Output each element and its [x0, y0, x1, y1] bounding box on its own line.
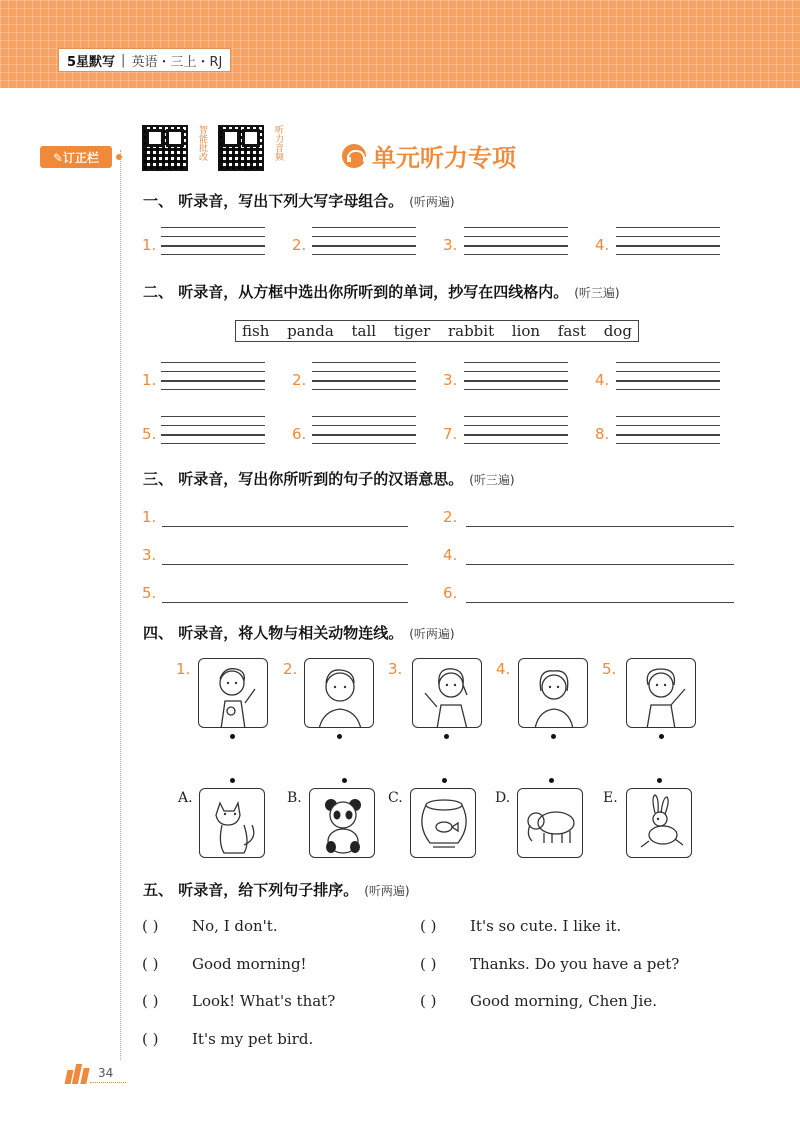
rabbit-picture — [626, 788, 692, 858]
section2-heading: 二、 听录音，从方框中选出你所听到的单词，抄写在四线格内。 (听三遍) — [143, 283, 620, 301]
word-bank-box — [235, 320, 639, 342]
match-dot[interactable] — [442, 778, 447, 783]
section5-heading: 五、 听录音，给下列句子排序。 (听两遍) — [143, 881, 410, 899]
order-item-4[interactable]: ( ) Thanks. Do you have a pet? — [420, 955, 680, 973]
s3-num-3: 3. — [142, 546, 157, 564]
order-bracket[interactable]: ( ) — [142, 992, 159, 1010]
header-band — [0, 0, 800, 88]
s2-num-6: 6. — [292, 425, 307, 443]
page-number: 34 — [98, 1066, 114, 1080]
person-picture-girl-1 — [412, 658, 482, 728]
animal-letter-a: A. — [178, 790, 193, 806]
match-dot[interactable] — [549, 778, 554, 783]
book-label: 5星默写 | 英语・三上・RJ — [58, 48, 231, 72]
s3-num-4: 4. — [443, 546, 458, 564]
person-num-5: 5. — [602, 660, 617, 678]
answer-line[interactable] — [466, 526, 734, 527]
four-line-grid[interactable] — [616, 227, 720, 257]
four-line-grid[interactable] — [312, 362, 416, 392]
word-option: fast — [557, 322, 587, 340]
answer-line[interactable] — [162, 564, 408, 565]
section3-heading: 三、 听录音，写出你所听到的句子的汉语意思。 (听三遍) — [143, 470, 515, 488]
match-dot[interactable] — [230, 778, 235, 783]
qr-caption-audio: 听力音频 — [273, 125, 283, 161]
page-number-underline — [90, 1082, 126, 1083]
s1-num-1: 1. — [142, 236, 157, 254]
match-dot[interactable] — [551, 734, 556, 739]
fishbowl-picture — [410, 788, 476, 858]
qr-caption-grading: 智能批改 — [197, 125, 207, 161]
s3-num-2: 2. — [443, 508, 458, 526]
order-item-5[interactable]: ( ) Look! What's that? — [142, 992, 336, 1010]
word-option: fish — [242, 322, 270, 340]
order-bracket[interactable]: ( ) — [142, 917, 159, 935]
s2-num-1: 1. — [142, 371, 157, 389]
match-dot[interactable] — [230, 734, 235, 739]
word-option: panda — [287, 322, 334, 340]
panda-picture — [309, 788, 375, 858]
order-item-3[interactable]: ( ) Good morning! — [142, 955, 307, 973]
person-num-3: 3. — [388, 660, 403, 678]
s3-num-6: 6. — [443, 584, 458, 602]
four-line-grid[interactable] — [616, 362, 720, 392]
order-bracket[interactable]: ( ) — [420, 917, 437, 935]
qr-code-grading[interactable] — [142, 125, 188, 171]
s1-num-2: 2. — [292, 236, 307, 254]
answer-line[interactable] — [162, 602, 408, 603]
books-icon — [64, 1062, 90, 1084]
s3-num-1: 1. — [142, 508, 157, 526]
match-dot[interactable] — [444, 734, 449, 739]
four-line-grid[interactable] — [312, 227, 416, 257]
order-bracket[interactable]: ( ) — [420, 992, 437, 1010]
animal-letter-d: D. — [495, 790, 511, 806]
s2-num-4: 4. — [595, 371, 610, 389]
order-item-1[interactable]: ( ) No, I don't. — [142, 917, 278, 935]
s3-num-5: 5. — [142, 584, 157, 602]
order-item-2[interactable]: ( ) It's so cute. I like it. — [420, 917, 622, 935]
word-option: rabbit — [447, 322, 495, 340]
person-picture-boy-1 — [198, 658, 268, 728]
answer-line[interactable] — [466, 602, 734, 603]
four-line-grid[interactable] — [616, 416, 720, 446]
four-line-grid[interactable] — [161, 416, 265, 446]
book-subtitle: 英语・三上・RJ — [131, 54, 223, 70]
order-bracket[interactable]: ( ) — [142, 955, 159, 973]
match-dot[interactable] — [342, 778, 347, 783]
book-brand: 5星默写 — [67, 54, 116, 70]
word-option: lion — [511, 322, 541, 340]
person-picture-girl-2 — [518, 658, 588, 728]
qr-code-audio[interactable] — [218, 125, 264, 171]
person-num-1: 1. — [176, 660, 191, 678]
order-item-6[interactable]: ( ) Good morning, Chen Jie. — [420, 992, 657, 1010]
correction-column-label: ✎订正栏 — [40, 146, 112, 168]
match-dot[interactable] — [659, 734, 664, 739]
s2-num-8: 8. — [595, 425, 610, 443]
animal-letter-c: C. — [388, 790, 403, 806]
section1-heading: 一、 听录音，写出下列大写字母组合。 (听两遍) — [143, 192, 455, 210]
word-option: dog — [603, 322, 632, 340]
person-picture-boy-2 — [304, 658, 374, 728]
four-line-grid[interactable] — [161, 362, 265, 392]
word-option: tiger — [393, 322, 431, 340]
four-line-grid[interactable] — [464, 416, 568, 446]
cat-picture — [199, 788, 265, 858]
answer-line[interactable] — [466, 564, 734, 565]
answer-line[interactable] — [162, 526, 408, 527]
order-item-7[interactable]: ( ) It's my pet bird. — [142, 1030, 314, 1048]
page-title: 单元听力专项 — [372, 144, 516, 172]
match-dot[interactable] — [337, 734, 342, 739]
headphones-icon — [342, 144, 366, 168]
order-bracket[interactable]: ( ) — [142, 1030, 159, 1048]
order-bracket[interactable]: ( ) — [420, 955, 437, 973]
margin-dotted-line — [120, 150, 121, 1060]
four-line-grid[interactable] — [312, 416, 416, 446]
s1-num-3: 3. — [443, 236, 458, 254]
s2-num-5: 5. — [142, 425, 157, 443]
elephant-picture — [517, 788, 583, 858]
page-title-wrap — [342, 138, 516, 173]
s1-num-4: 4. — [595, 236, 610, 254]
four-line-grid[interactable] — [464, 362, 568, 392]
word-option: tall — [351, 322, 377, 340]
section4-heading: 四、 听录音，将人物与相关动物连线。 (听两遍) — [143, 624, 455, 642]
four-line-grid[interactable] — [464, 227, 568, 257]
person-picture-woman — [626, 658, 696, 728]
person-num-4: 4. — [496, 660, 511, 678]
animal-letter-b: B. — [287, 790, 302, 806]
s2-num-2: 2. — [292, 371, 307, 389]
match-dot[interactable] — [657, 778, 662, 783]
four-line-grid[interactable] — [161, 227, 265, 257]
s2-num-3: 3. — [443, 371, 458, 389]
animal-letter-e: E. — [603, 790, 618, 806]
s2-num-7: 7. — [443, 425, 458, 443]
person-num-2: 2. — [283, 660, 298, 678]
